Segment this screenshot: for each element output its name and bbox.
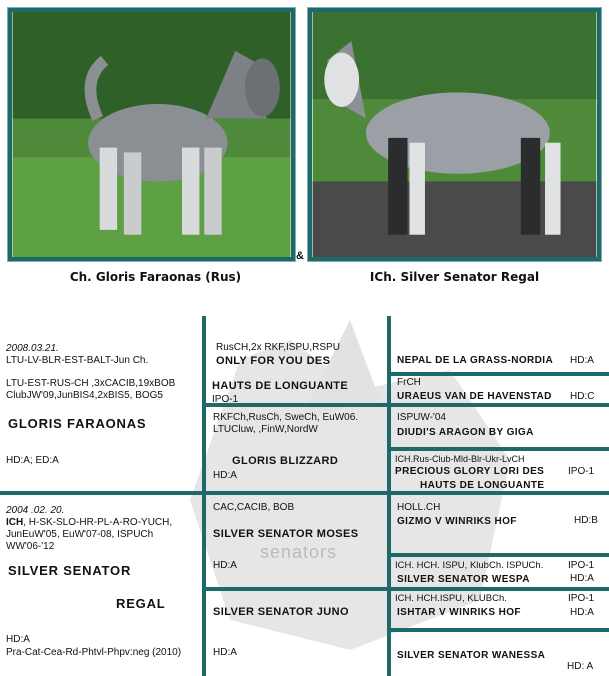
dam-titles-2: JunEuW'05, EuW'07-08, ISPUCh [6,529,154,540]
dam-sire-name: SILVER SENATOR MOSES [213,528,359,540]
dam-name-2: REGAL [116,596,166,611]
ds-dam-extra: IPO-1 [568,560,595,571]
divider-g3-5 [389,553,609,557]
sd-dam-name-1: PRECIOUS GLORY LORI DES [395,466,545,477]
ss-sire-name: NEPAL DE LA GRASS-NORDIA [397,355,554,366]
dd-sire-titles: ICH. HCH.ISPU, KLUBCh. [395,593,507,604]
dam-name-1: SILVER SENATOR [8,563,132,578]
ds-dam-health: HD:A [570,573,594,584]
dam-titles-1 [6,517,172,529]
sire-sire-name-1: ONLY FOR YOU DES [216,355,331,367]
dam-titles-3: WW'06-'12 [6,541,55,552]
sire-titles-1: LTU-LV-BLR-EST-BALT-Jun Ch. [6,355,149,366]
divider-g3-7 [389,628,609,632]
sire-date: 2008.03.21. [6,343,59,354]
caption-right: ICh. Silver Senator Regal [369,270,540,284]
dd-sire-extra: IPO-1 [568,593,595,604]
divider-col1 [202,316,206,676]
sire-titles-2: LTU-EST-RUS-CH ,3xCACIB,19xBOB [6,378,176,389]
ampersand: & [296,250,304,262]
ss-dam-titles: FrCH [397,377,421,388]
dam-dna-tests: Pra-Cat-Cea-Rd-Phtvl-Phpv:neg (2010) [6,647,182,658]
dam-sire-health: HD:A [213,560,237,571]
sd-dam-extra: IPO-1 [568,466,595,477]
watermark-text: senators [260,542,338,562]
ss-dam-name: URAEUS VAN DE HAVENSTAD [397,391,552,402]
sd-sire-name: DIUDI'S ARAGON BY GIGA [397,427,534,438]
divider-g3-1 [389,372,609,376]
sire-sire-titles: RusCH,2x RKF,ISPU,RSPU [216,342,340,353]
ds-sire-titles: HOLL.CH [397,502,441,513]
sire-name: GLORIS FARAONAS [8,416,147,431]
dam-titles-1-bold: ICH [6,517,24,528]
dd-dam-name: SILVER SENATOR WANESSA [397,650,546,661]
sd-dam-name-2: HAUTS DE LONGUANTE [420,480,545,491]
divider-ss-sd [204,403,609,407]
divider-g3-3 [389,447,609,451]
sire-health: HD:A; ED:A [6,455,59,466]
photo-gloris-faraonas [8,8,295,261]
sire-titles-3: ClubJW'09,JunBIS4,2xBIS5, BOG5 [6,390,163,401]
ds-dam-titles: ICH. HCH. ISPU, KlubCh. ISPUCh. [395,560,544,571]
ds-sire-name: GIZMO V WINRIKS HOF [397,516,517,527]
dog-photo-left-image [12,12,291,257]
ds-sire-health: HD:B [574,515,598,526]
dam-titles-1-rest: , H-SK-SLO-HR-PL-A-RO-YUCH, [23,517,173,528]
dam-date: 2004 .02. 20. [6,505,65,516]
dd-dam-health: HD: A [567,661,594,672]
sire-sire-extra: IPO-1 [212,394,239,405]
sire-dam-name: GLORIS BLIZZARD [232,455,339,467]
photo-silver-senator-regal [308,8,601,261]
caption-left: Ch. Gloris Faraonas (Rus) [69,270,242,284]
dam-health: HD:A [6,634,30,645]
ss-dam-health: HD:C [570,391,595,402]
dam-dam-health: HD:A [213,647,237,658]
dam-sire-titles: CAC,CACIB, BOB [213,502,295,513]
sire-dam-titles-2: LTUCluw, ,FinW,NordW [213,424,318,435]
dd-sire-health: HD:A [570,607,594,618]
divider-ds-dd [204,587,609,591]
dd-sire-name: ISHTAR V WINRIKS HOF [397,607,521,618]
sd-sire-titles: ISPUW-'04 [397,412,446,423]
sire-dam-health: HD:A [213,470,237,481]
sd-dam-titles: ICH.Rus-Club-Mld-Blr-Ukr-LvCH [395,454,525,464]
divider-col2 [387,316,391,676]
dam-dam-name: SILVER SENATOR JUNO [213,606,349,618]
ds-dam-name: SILVER SENATOR WESPA [397,574,530,585]
dog-photo-right-image [312,12,597,257]
sire-dam-titles-1: RKFCh,RusCh, SweCh, EuW06. [213,412,359,423]
sire-sire-name-2: HAUTS DE LONGUANTE [212,380,349,392]
ss-sire-health: HD:A [570,355,594,366]
